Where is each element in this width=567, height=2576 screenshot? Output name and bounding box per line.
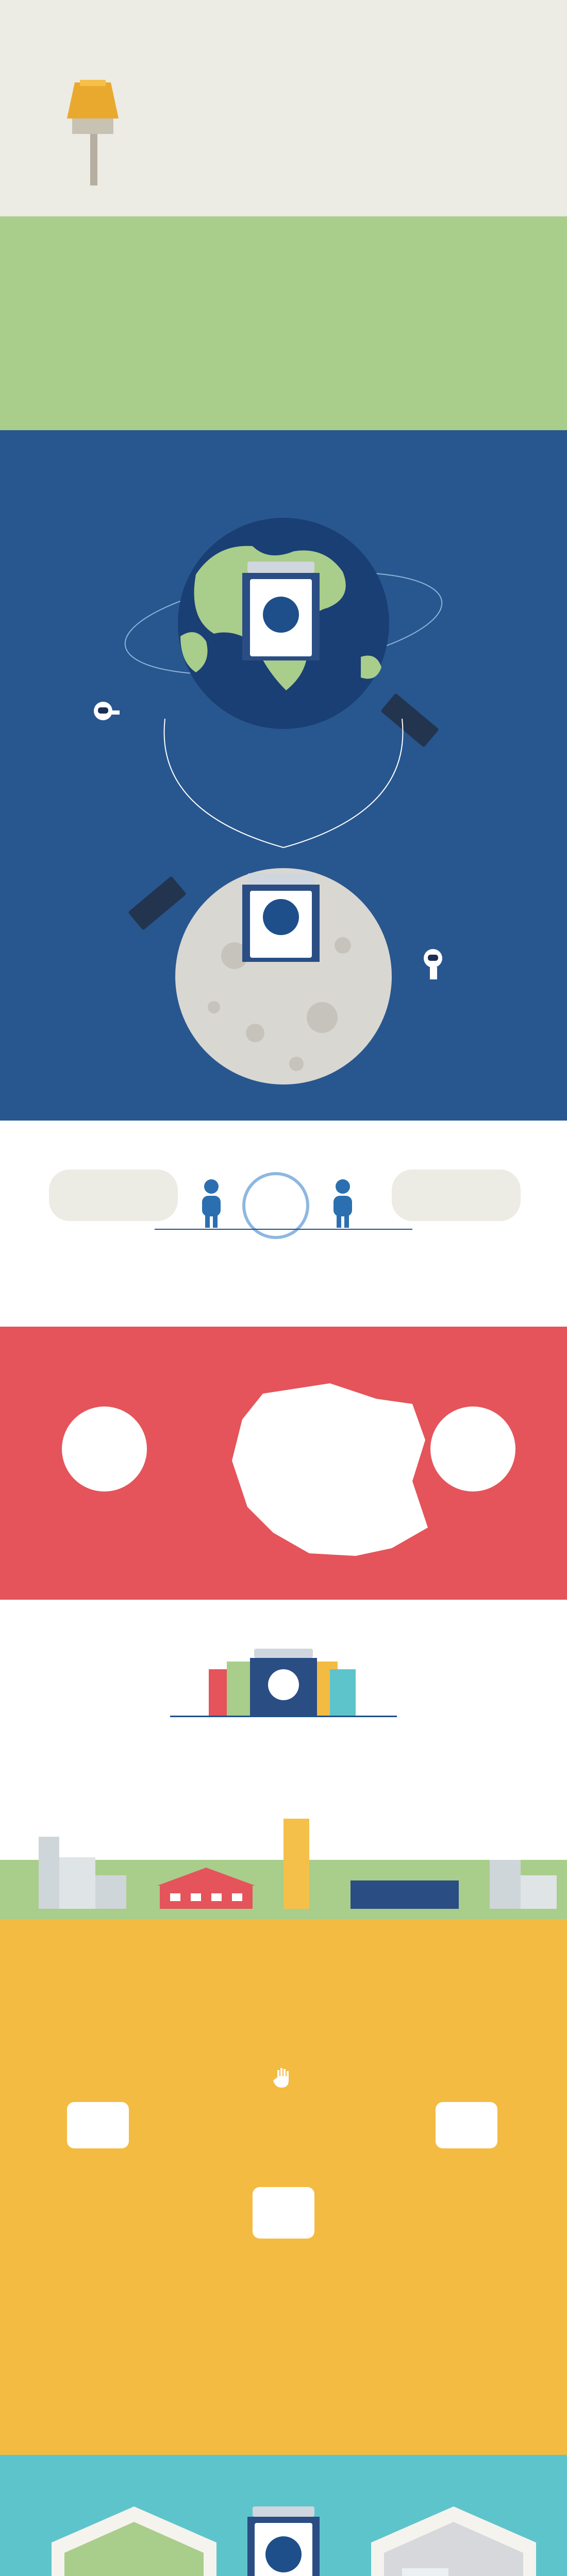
poland-map [227, 1378, 433, 1564]
person-left-icon [196, 1177, 227, 1229]
can-lid [247, 562, 314, 573]
since-can [247, 2506, 320, 2576]
can-number [263, 597, 299, 633]
halls-card [253, 2187, 314, 2239]
section-products [0, 1600, 567, 1919]
own-shops-number [62, 1406, 147, 1492]
partner-shops-number [430, 1406, 515, 1492]
house-2016 [361, 2501, 546, 2576]
speech-bubble-right [392, 1170, 521, 1221]
section-distance [0, 430, 567, 1121]
section-production [0, 0, 567, 430]
products-can [250, 1649, 317, 1716]
section-shops [0, 1327, 567, 1600]
logo [416, 20, 525, 61]
astronaut-icon [88, 698, 124, 729]
orbit-path [160, 719, 407, 853]
section-colors [0, 1121, 567, 1327]
industrial-skyline [0, 1808, 567, 1919]
moon-can-number [263, 899, 299, 935]
depts-card [436, 2102, 497, 2148]
speech-bubble-left [49, 1170, 178, 1221]
products-can-number [268, 1669, 299, 1700]
paint-can-circumference [242, 562, 320, 665]
section-company [0, 1919, 567, 2455]
ground-line [155, 1229, 412, 1230]
house-1998 [41, 2501, 227, 2576]
person-right-icon [327, 1177, 358, 1229]
paint-brush-icon [44, 62, 142, 196]
people-card [67, 2102, 129, 2148]
paint-can-moon [242, 873, 320, 966]
section-thanks [0, 2455, 567, 2576]
astronaut-icon [418, 945, 454, 987]
since-can-number [265, 2536, 302, 2572]
paint-can-icon [330, 1669, 356, 1716]
green-field [0, 216, 567, 430]
hand-icon [273, 2066, 294, 2089]
